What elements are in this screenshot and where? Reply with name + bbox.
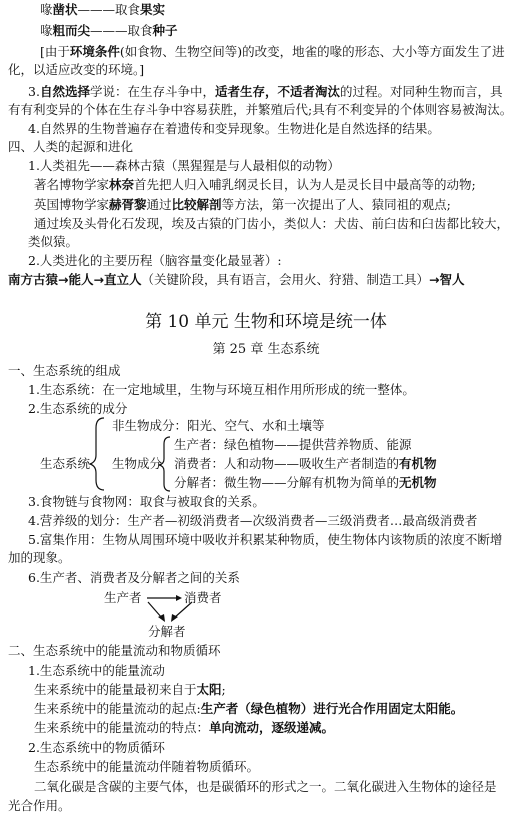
bioaccumulation-line-2: 加的现象。: [8, 550, 71, 565]
energy-start-line: 生来系统中的能量流动的起点:生产者（绿色植物）进行光合作用固定太阳能。: [34, 701, 464, 716]
relation-heading: 6.生产者、消费者及分解者之间的关系: [28, 570, 240, 585]
trophic-level-line: 4.营养级的划分：生产者—初级消费者—次级消费者—三级消费者…最高级消费者: [28, 513, 478, 528]
linnaeus-line: 著名博物学家林奈首先把人归入哺乳纲灵长目，认为人是灵长目中最高等的动物;: [34, 177, 476, 192]
eco-definition: 1.生态系统：在一定地域里，生物与环境互相作用所形成的统一整体。: [28, 382, 415, 397]
huxley-line: 英国博物学家赫胥黎通过比较解剖等方法，第一次提出了人、猿同祖的观点;: [34, 197, 451, 212]
beak-line-2: 喙粗而尖———取食种子: [40, 23, 178, 38]
material-cycle-line: 生态系统中的能量流动伴随着物质循环。: [34, 759, 260, 774]
tree-producer: 生产者：绿色植物——提供营养物质、能源: [174, 437, 412, 452]
reason-line-2: 化，以适应改变的环境。]: [8, 62, 145, 77]
diagram-decomposer: 分解者: [148, 624, 186, 639]
material-cycle-heading: 2.生态系统中的物质循环: [28, 740, 165, 755]
arrow-producer-decomposer: [148, 602, 162, 618]
tree-root-ecosystem: 生态系统: [40, 456, 91, 471]
evolution-point-4: 4.自然界的生物普遍存在着遗传和变异现象。生物进化是自然选择的结果。: [28, 121, 440, 136]
energy-flow-heading: 1.生态系统中的能量流动: [28, 663, 165, 678]
evolution-chain: 南方古猿→能人→直立人（关键阶段，具有语言，会用火、狩猎、制造工具）→智人: [8, 272, 465, 287]
beak-line-1: 喙凿状———取食果实: [40, 2, 166, 17]
eco-composition-heading: 一、生态系统的组成: [8, 363, 121, 378]
diagram-producer: 生产者: [104, 590, 142, 605]
human-origin-heading: 四、人类的起源和进化: [8, 139, 134, 154]
energy-feature-line: 生来系统中的能量流动的特点：单向流动，逐级递减。: [34, 720, 335, 735]
brace-biotic: [159, 437, 170, 491]
carbon-line-2: 光合作用。: [8, 798, 71, 813]
energy-source-line: 生来系统中的能量最初来自于太阳;: [34, 682, 226, 697]
carbon-line-1: 二氧化碳是含碳的主要气体，也是碳循环的形式之一。二氧化碳进入生物体的途径是: [34, 779, 497, 794]
tree-biotic: 生物成分: [112, 456, 163, 471]
natural-selection-line-1: 3.自然选择学说：在生存斗争中，适者生存，不适者淘汰的过程。对同种生物而言，具: [28, 84, 503, 99]
egypt-fossil-line-2: 类似猿。: [28, 234, 79, 249]
food-chain-line: 3.食物链与食物网：取食与被取食的关系。: [28, 494, 265, 509]
reason-line-1: [由于环境条件(如食物、生物空间等)的改变，地雀的喙的形态、大小等方面发生了进: [40, 44, 505, 59]
tree-nonbiotic: 非生物成分：阳光、空气、水和土壤等: [112, 418, 325, 433]
energy-heading: 二、生态系统中的能量流动和物质循环: [8, 643, 221, 658]
natural-selection-line-2: 有有利变异的个体在生存斗争中容易获胜，并繁殖后代;具有不利变异的个体则容易被淘汰。: [8, 102, 513, 117]
brace-root: [90, 418, 104, 490]
eco-components-heading: 2.生态系统的成分: [28, 401, 128, 416]
bioaccumulation-line-1: 5.富集作用：生物从周围环境中吸收并积累某种物质，使生物体内该物质的浓度不断增: [28, 532, 503, 547]
egypt-fossil-line: 通过埃及头骨化石发现，埃及古猿的门齿小，类似人：犬齿、前臼齿和臼齿都比较大，: [34, 216, 510, 231]
chapter-title: 第 25 章 生态系统: [212, 342, 320, 357]
diagram-consumer: 消费者: [184, 590, 222, 605]
unit-title: 第 10 单元 生物和环境是统一体: [145, 312, 387, 332]
tree-consumer: 消费者：人和动物——吸收生产者制造的有机物: [174, 456, 437, 471]
human-evolution-line: 2.人类进化的主要历程（脑容量变化最显著）:: [28, 253, 282, 268]
human-ancestor-line: 1.人类祖先——森林古猿（黑猩猩是与人最相似的动物）: [28, 158, 340, 173]
tree-decomposer: 分解者：微生物——分解有机物为简单的无机物: [174, 475, 437, 490]
